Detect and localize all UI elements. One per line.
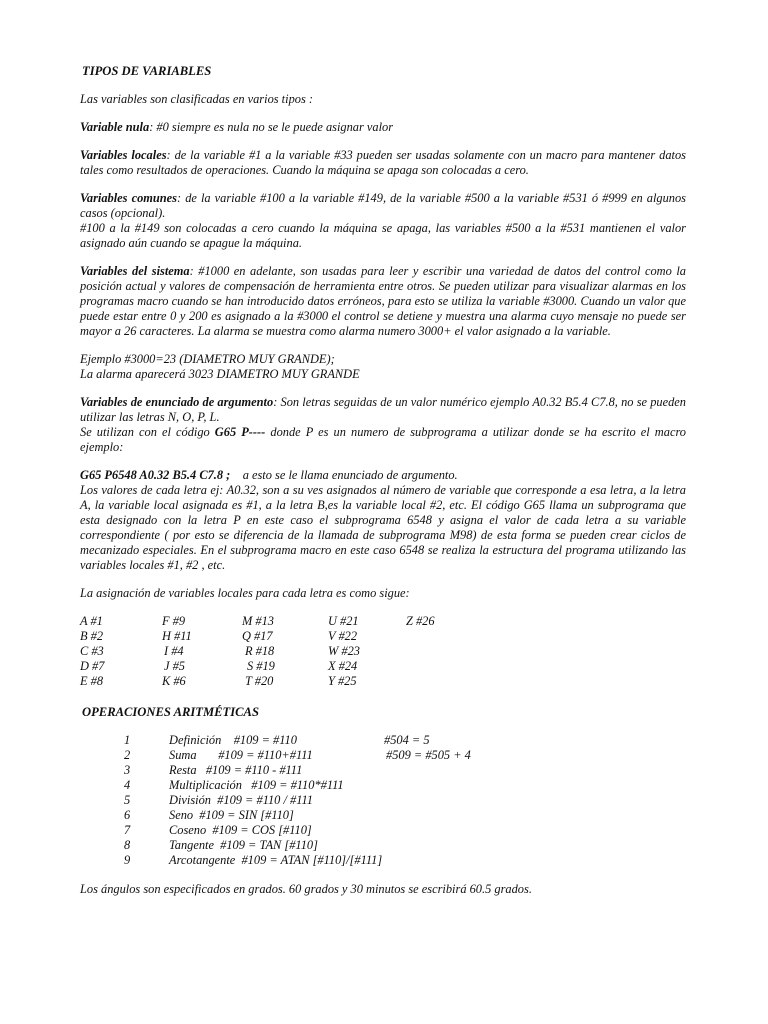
term-argumento: Variables de enunciado de argumento [80,395,274,409]
op-text: Tangente #109 = TAN [#110] [169,838,318,852]
term-comunes: Variables comunes [80,191,178,205]
assign-cell: W #23 [328,644,361,658]
assign-cell: J #5 [164,659,185,673]
op-number: 7 [124,823,131,837]
code-g65-generic: G65 P---- [214,425,266,439]
angulos-note: Los ángulos son especificados en grados. 60 grados y 30 minutos se escribirá 60.5 grados. [80,882,532,896]
document-page [80,64,686,897]
assign-cell: A #1 [80,614,103,628]
text-comunes: : de la variable #100 a la variable #149, de la variable #500 a la variable #531 ó #999 en algunos casos (opcional). [80,191,687,220]
assign-cell: B #2 [80,629,104,643]
op-number: 9 [124,853,131,867]
assign-cell: I #4 [164,644,184,658]
assign-cell: D #7 [80,659,105,673]
text-argumento: : Son letras seguidas de un valor numérico ejemplo A0.32 B5.4 C7.8, no se pueden utilizar las letras N, O, P, L. [80,395,687,424]
section-title-operaciones: OPERACIONES ARITMÉTICAS [82,705,259,719]
assign-cell: U #21 [328,614,359,628]
ejemplo-line-2: La alarma aparecerá 3023 DIAMETRO MUY GRANDE [80,367,360,381]
op-number: 2 [124,748,131,762]
op-number: 3 [124,763,131,777]
assign-cell: X #24 [328,659,358,673]
assign-cell: M #13 [242,614,275,628]
op-text: Suma #109 = #110+#111 [169,748,313,762]
op-text: Seno #109 = SIN [#110] [169,808,294,822]
op-text: Definición #109 = #110 [169,733,297,747]
assign-cell: H #11 [162,629,192,643]
paragraph-sistema [80,264,686,339]
assign-cell: R #18 [245,644,275,658]
assign-cell: Z #26 [406,614,435,628]
op-text: Resta #109 = #110 - #111 [169,763,303,777]
op-text: División #109 = #110 / #111 [169,793,313,807]
op-text: Coseno #109 = COS [#110] [169,823,312,837]
assign-cell: C #3 [80,644,104,658]
assign-cell: S #19 [247,659,275,673]
paragraph-locales [80,148,686,178]
letter-assignment-table [80,614,686,690]
assign-cell: V #22 [328,629,358,643]
assign-cell: Y #25 [328,674,357,688]
assign-cell: T #20 [245,674,274,688]
asignacion-intro: La asignación de variables locales para cada letra es como sigue: [80,586,410,600]
paragraph-argumento-2 [80,425,686,455]
paragraph-nula [80,120,686,135]
term-sistema: Variables del sistema [80,264,190,278]
op-number: 4 [124,778,131,792]
op-text: Arcotangente #109 = ATAN [#110]/[#111] [169,853,383,867]
paragraph-g65: Los valores de cada letra ej: A0.32, son a su ves asignados al número de variable que corresponde a esa letra, a la letra A, la variable local asignada es #1, a la letra B,es la variable local #2, etc. El código G65 llama un subprograma que esta designado con la letra P en este caso el subprograma 6548 y asigna el valor de cada letra a su variable correspondiente ( por esto se diferencia de la llamada de subprograma M98) de esta forma se pueden crear ciclos de mecanizado especiales. En el subprograma macro en este caso 6548 se realiza la estructura del programa utilizando las variables locales #1, #2 , etc. [80,483,686,572]
text-locales: : de la variable #1 a la variable #33 pueden ser usadas solamente con un macro para mantener datos tales como resultados de operaciones. Cuando la máquina se apaga son colocadas a cero. [80,148,686,177]
intro-text: Las variables son clasificadas en varios tipos : [80,92,314,106]
op-extra: #509 = #505 + 4 [386,748,471,762]
assign-cell: E #8 [80,674,104,688]
operations-list [80,733,686,869]
paragraph-argumento [80,395,686,425]
op-number: 8 [124,838,131,852]
text-argumento-2a: Se utilizan con el código [80,425,215,439]
assign-cell: Q #17 [242,629,273,643]
g65-note: a esto se le llama enunciado de argumento. [230,468,458,482]
paragraph-comunes-2: #100 a la #149 son colocadas a cero cuando la máquina se apaga, las variables #500 a la #531 mantienen el valor asignado aún cuando se apague la máquina. [80,221,686,250]
paragraph-comunes [80,191,686,221]
text-argumento-2b: donde P es un numero de subprograma a utilizar donde se ha escrito el macro ejemplo: [80,425,687,454]
assign-cell: K #6 [162,674,186,688]
g65-example-line [80,468,686,483]
op-extra: #504 = 5 [384,733,430,747]
section-title-tipos: TIPOS DE VARIABLES [82,64,212,78]
op-number: 1 [124,733,131,747]
term-nula: Variable nula [80,120,150,134]
op-text: Multiplicación #109 = #110*#111 [169,778,344,792]
ejemplo-line-1: Ejemplo #3000=23 (DIAMETRO MUY GRANDE); [80,352,335,366]
term-locales: Variables locales [80,148,167,162]
assign-cell: F #9 [162,614,186,628]
text-sistema: : #1000 en adelante, son usadas para leer y escribir una variedad de datos del control como la posición actual y valores de compensación de herramienta entre otros. Se pueden utilizar para visualizar alarmas en los programas macro cuando se han introducido datos erróneos, para esto se utiliza la variable #3000. Cuando un valor que puede estar entre 0 y 200 es asignado a la #3000 el control se detiene y muestra una alarma cuyo mensaje no puede ser mayor a 26 caracteres. La alarma se muestra como alarma numero 3000+ el valor asignado a la variable. [80,264,686,338]
text-nula: : #0 siempre es nula no se le puede asignar valor [149,120,394,134]
op-number: 5 [124,793,131,807]
code-g65-example: G65 P6548 A0.32 B5.4 C7.8 ; [80,468,231,482]
op-number: 6 [124,808,131,822]
